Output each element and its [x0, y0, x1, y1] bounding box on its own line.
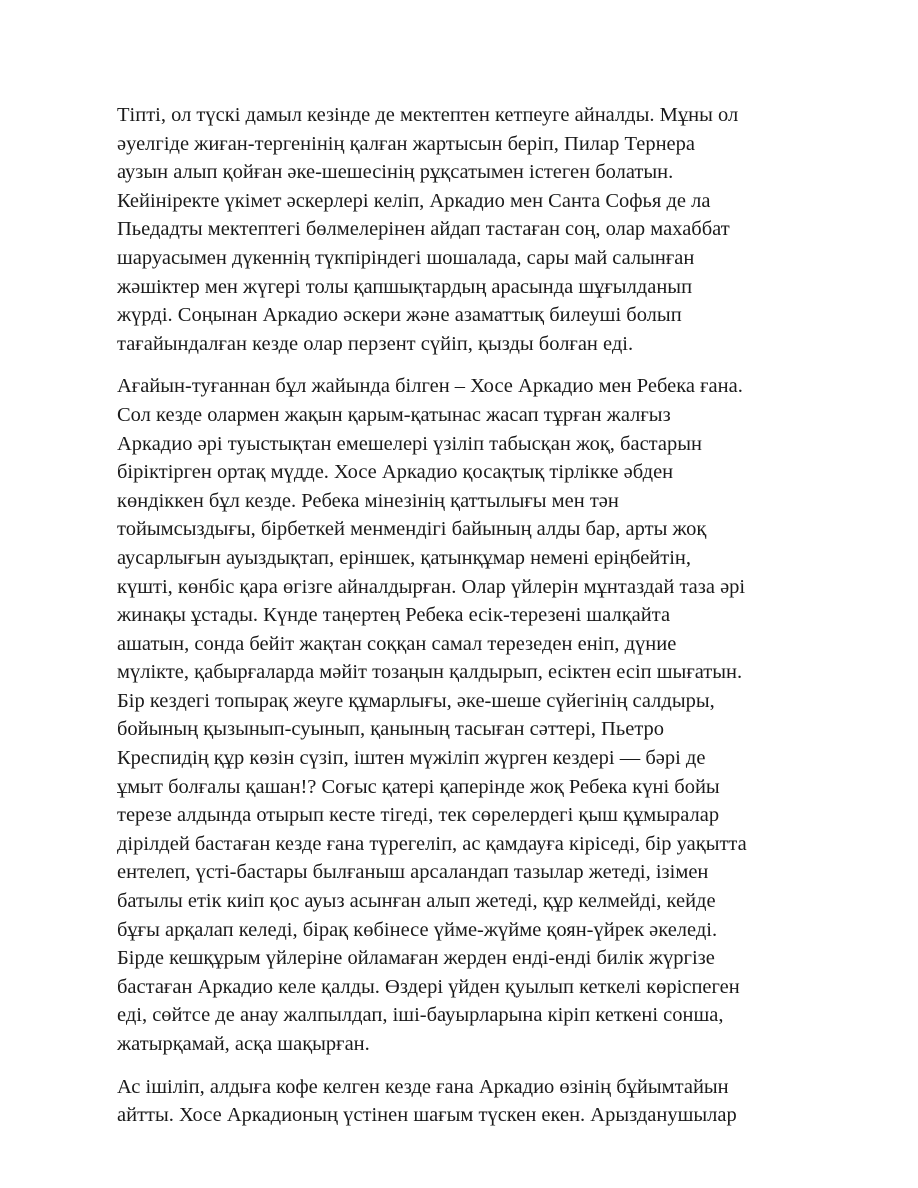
- text-line: бастаған Аркадио келе қалды. Өздері үйден қуылып кеткелі көріспеген: [117, 975, 740, 998]
- text-line: күшті, көнбіс қара өгізге айналдырған. Олар үйлерін мұнтаздай таза әрі: [117, 575, 746, 598]
- text-line: Ағайын-туғаннан бұл жайында білген – Хосе Аркадио мен Ребека ғана.: [117, 375, 743, 398]
- text-line: Кейініректе үкімет әскерлері келіп, Аркадио мен Санта Софья де ла: [117, 189, 711, 212]
- text-line: еді, сөйтсе де анау жалпылдап, іші-бауырларына кіріп кеткені сонша,: [117, 1004, 724, 1027]
- text-line: жәшіктер мен жүгері толы қапшықтардың арасында шұғылданып: [117, 275, 693, 298]
- text-line: жатырқамай, асқа шақырған.: [117, 1033, 370, 1055]
- text-line: көндіккен бұл кезде. Ребека мінезінің қаттылығы мен тән: [117, 489, 619, 512]
- text-line: біріктірген ортақ мүдде. Хосе Аркадио қосақтық тірлікке әбден: [117, 461, 674, 484]
- text-line: Сол кезде олармен жақын қарым-қатынас жасап тұрған жалғыз: [117, 403, 671, 426]
- text-line: бойының қызынып-суынып, қанының тасыған сәттері, Пьетро: [117, 718, 665, 741]
- text-line: аусарлығын ауыздықтап, еріншек, қатынқұмар немені еріңбейтін,: [117, 546, 692, 569]
- text-line: Ас ішіліп, алдыға кофе келген кезде ғана Аркадио өзінің бұйымтайын: [117, 1075, 729, 1098]
- text-line: Бір кездегі топырақ жеуге құмарлығы, әке-шеше сүйегінің салдыры,: [117, 689, 715, 712]
- text-line: дірілдей бастаған кезде ғана түрегеліп, ас қамдауға кіріседі, бір уақытта: [117, 832, 747, 855]
- text-line: ұмыт болғалы қашан!? Соғыс қатері қаперінде жоқ Ребека күні бойы: [117, 775, 720, 798]
- text-line: Креспидің құр көзін сүзіп, іштен мүжіліп жүрген кездері — бәрі де: [117, 747, 706, 770]
- text-line: тойымсыздығы, бірбеткей менмендігі байының алды бар, арты жоқ: [117, 518, 707, 541]
- text-line: жүрді. Соңынан Аркадио әскери және азаматтық билеуші болып: [117, 304, 682, 327]
- text-line: ентелеп, үсті-бастары былғаныш арсаландап тазылар жетеді, ізімен: [117, 861, 709, 884]
- text-line: тағайындалған кезде олар перзент сүйіп, қызды болған еді.: [117, 332, 634, 355]
- paragraph-1: [117, 101, 807, 358]
- paragraph-2: [117, 372, 807, 1058]
- text-line: мүлікте, қабырғаларда мәйіт тозаңын қалдырып, есіктен есіп шығатын.: [117, 661, 743, 684]
- text-line: аузын алып қойған әке-шешесінің рұқсатымен істеген болатын.: [117, 161, 674, 184]
- text-line: жинақы ұстады. Күнде таңертең Ребека есік-терезені шалқайта: [117, 604, 671, 627]
- text-line: шаруасымен дүкеннің түкпіріндегі шошалада, сары май салынған: [117, 246, 695, 269]
- text-line: батылы етік киіп қос ауыз асынған алып жетеді, құр келмейді, кейде: [117, 890, 716, 913]
- text-line: терезе алдында отырып кесте тігеді, тек сөрелердегі қыш құмыралар: [117, 804, 720, 827]
- text-line: Аркадио әрі туыстықтан емешелері үзіліп табысқан жоқ, бастарын: [117, 432, 702, 455]
- text-line: айтты. Хосе Аркадионың үстінен шағым түскен екен. Арызданушылар: [117, 1104, 737, 1127]
- document-body: [117, 101, 807, 1144]
- paragraph-3: [117, 1073, 807, 1130]
- text-line: Бірде кешқұрым үйлеріне ойламаған жерден енді-енді билік жүргізе: [117, 947, 715, 970]
- text-line: Пьедадты мектептегі бөлмелерінен айдап тастаған соң, олар махаббат: [117, 218, 730, 241]
- text-line: бұғы арқалап келеді, бірақ көбінесе үйме-жүйме қоян-үйрек әкеледі.: [117, 918, 718, 941]
- text-line: әуелгіде жиған-тергенінің қалған жартысын беріп, Пилар Тернера: [117, 132, 696, 155]
- text-line: ашатын, сонда бейіт жақтан соққан самал терезеден еніп, дүние: [117, 632, 677, 655]
- text-line: Тіпті, ол түскі дамыл кезінде де мектептен кетпеуге айналды. Мұны ол: [117, 104, 739, 126]
